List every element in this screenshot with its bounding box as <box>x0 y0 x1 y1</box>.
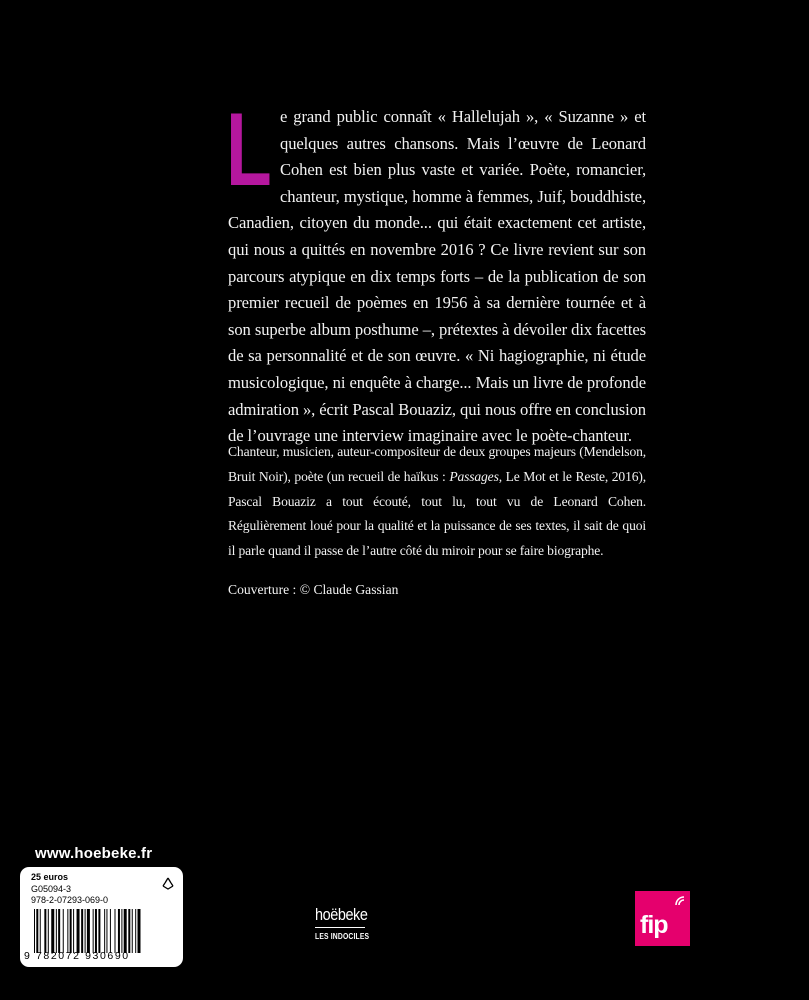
publisher-logo-divider <box>315 927 365 928</box>
barcode-bar <box>34 909 35 953</box>
fip-logo <box>635 891 690 946</box>
barcode-bar <box>132 909 133 953</box>
barcode-bar <box>58 909 60 953</box>
cover-credit: Couverture : © Claude Gassian <box>228 582 399 597</box>
barcode-bar <box>67 909 68 953</box>
barcode-bar <box>110 909 111 953</box>
barcode-bar <box>93 909 94 953</box>
recycle-icon <box>161 877 175 891</box>
fip-logo-text: fip <box>640 911 668 939</box>
barcode-bar <box>95 909 97 953</box>
barcode-bar <box>36 909 38 953</box>
barcode-bar <box>98 909 100 953</box>
barcode-bar <box>121 909 122 953</box>
barcode-bar <box>124 909 127 953</box>
collection-name: LES INDOCILES <box>315 931 370 941</box>
barcode-bar <box>104 909 105 953</box>
publisher-website: www.hoebeke.fr <box>35 845 153 862</box>
barcode-bar <box>63 909 64 953</box>
barcode-bar <box>77 909 80 953</box>
barcode-bar <box>115 909 116 953</box>
author-bio <box>228 440 646 564</box>
publisher-name: hoëbeke <box>315 905 368 924</box>
reference-code: G05094-3 <box>31 884 72 894</box>
author-bio-text-end: , Le Mot et le Reste, 2016), Pascal Bouaziz a tout écouté, tout lu, tout vu de Leonard Cohen. Régulièrement loué pour la qualité et la puissance de ses textes, il sait de quoi il parle quand il passe de l’autre côté du miroir pour se faire biographe. <box>228 468 646 559</box>
drop-cap-letter: L <box>226 92 272 208</box>
barcode-bar <box>118 909 120 953</box>
barcode-bar <box>48 909 49 953</box>
publisher-logo <box>315 905 370 941</box>
blurb-text <box>226 92 646 450</box>
barcode-bar <box>128 909 130 953</box>
barcode-bar <box>135 909 136 953</box>
barcode-bar <box>87 909 90 953</box>
barcode-bar <box>70 909 72 953</box>
barcode-label <box>20 867 183 967</box>
author-bio-text-start: Chanteur, musicien, auteur-compositeur de deux groupes majeurs (Mendelson, Bruit Noir), poète (un recueil de haïkus : <box>228 444 646 484</box>
barcode-bar <box>44 909 46 953</box>
price: 25 euros <box>31 872 69 882</box>
barcode-bar <box>73 909 74 953</box>
barcode-bar <box>85 909 86 953</box>
blurb-paragraph: e grand public connaît « Hallelujah », « Suzanne » et quelques autres chansons. Mais l’œuvre de Leonard Cohen est bien plus vaste et variée. Poète, romancier, chanteur, mystique, homme à femmes, Juif, bouddhiste, Canadien, citoyen du monde... qui était exactement cet artiste, qui nous a quittés en novembre 2016 ? Ce livre revient sur son parcours atypique en dix temps forts – de la publication de son premier recueil de poèmes en 1956 à sa dernière tournée et à son superbe album posthume –, prétextes à dévoiler dix facettes de sa personnalité et de son œuvre. « Ni hagiographie, ni étude musicologique, ni enquête à charge... Mais un livre de profonde admiration », écrit Pascal Bouaziz, qui nous offre en conclusion de l’ouvrage une interview imaginaire avec le poète-chanteur. <box>228 107 646 446</box>
barcode <box>34 909 172 953</box>
isbn: 978-2-07293-069-0 <box>31 895 109 905</box>
barcode-bar <box>51 909 54 953</box>
radio-wave-icon <box>673 894 687 908</box>
barcode-bar <box>56 909 57 953</box>
book-title-passages: Passages <box>449 468 499 484</box>
barcode-bar <box>106 909 107 953</box>
barcode-bar <box>81 909 83 953</box>
barcode-bar <box>40 909 41 953</box>
barcode-bar <box>138 909 141 953</box>
barcode-digits: 9 782072 930690 <box>24 950 130 962</box>
